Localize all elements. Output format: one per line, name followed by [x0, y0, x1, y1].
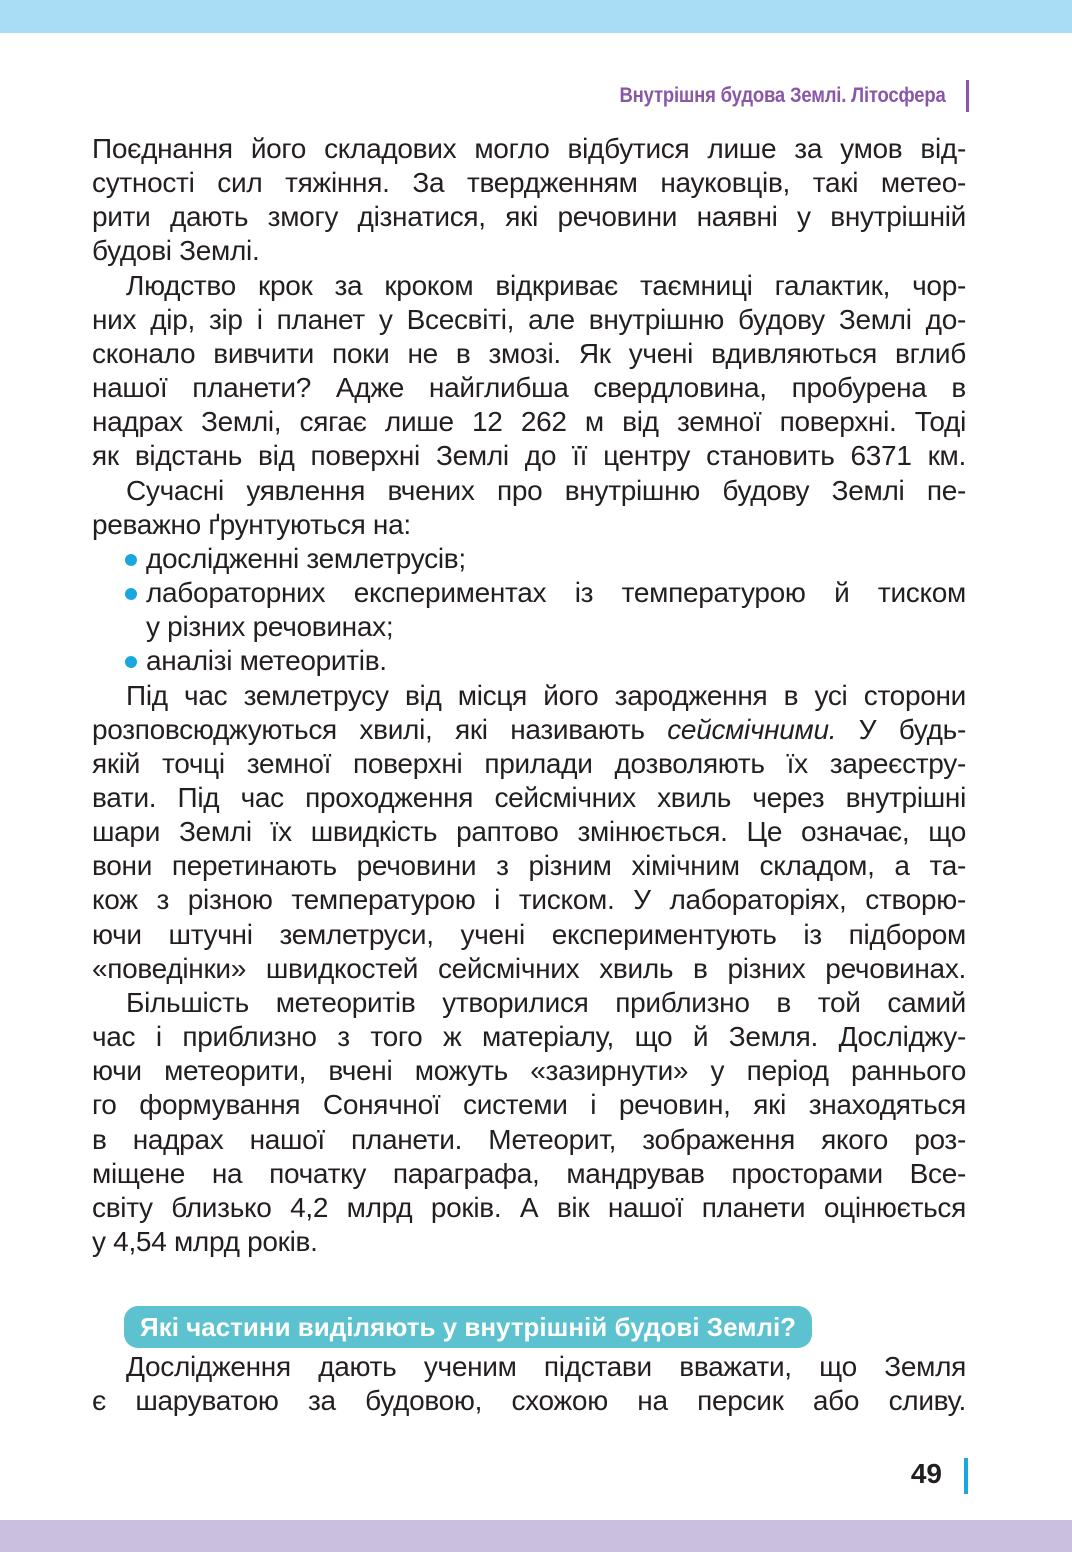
paragraph-2 — [92, 269, 966, 474]
text-line: у 4,54 млрд років. — [92, 1226, 318, 1257]
text-line: надрах Землі, сягає лише 12 262 м від земної поверхні. Тоді — [92, 406, 966, 438]
text-line: сутності сил тяжіння. За твердженням науковців, такі метео- — [92, 167, 966, 199]
text-line: шари Землі їх швидкість раптово змінюється. Це означає, що — [92, 816, 966, 848]
text-line: Сучасні уявлення вчених про внутрішню будову Землі пе- — [126, 474, 966, 506]
text-line: «поведінки» швидкостей сейсмічних хвиль в різних речовинах. — [92, 952, 966, 984]
text-line: будові Землі. — [92, 235, 260, 267]
text-line — [92, 713, 966, 747]
page-number-rule — [964, 1458, 968, 1494]
page-number: 49 — [910, 1458, 942, 1489]
list-item — [92, 542, 966, 576]
text-line: ючи штучні землетруси, учені експериментують із підбором — [92, 918, 966, 950]
text-line: в надрах нашої планети. Метеорит, зображення якого роз- — [92, 1123, 966, 1155]
list-item-text: аналізі метеоритів. — [146, 645, 387, 677]
list-item — [92, 644, 966, 678]
text-line: нашої планети? Адже найглибша свердловина, пробурена в — [92, 372, 966, 404]
paragraph-4 — [92, 679, 966, 986]
text-line: вони перетинають речовини з різним хімічним складом, а та- — [92, 850, 966, 882]
list-item-text: лабораторних експериментах із температурою й тиском — [146, 577, 966, 609]
list-item — [92, 576, 966, 644]
bullet-icon — [125, 554, 137, 566]
text-line: якій точці земної поверхні прилади дозволяють їх зареєстру- — [92, 747, 966, 779]
text-line: як відстань від поверхні Землі до її центру становить 6371 км. — [92, 440, 966, 472]
text-line: є шаруватою за будовою, схожою на персик або сливу. — [92, 1385, 966, 1417]
bottom-color-band — [0, 1520, 1072, 1552]
text-line: вати. Під час проходження сейсмічних хвиль через внутрішні — [92, 781, 966, 813]
text-line: Під час землетрусу від місця його зародження в усі сторони — [126, 679, 966, 711]
bullet-icon — [125, 588, 137, 600]
bullet-list — [92, 542, 966, 679]
text-line: реважно ґрунтуються на: — [92, 508, 411, 540]
paragraph-1 — [92, 132, 966, 269]
bullet-icon — [125, 656, 137, 668]
term-seismic: сейсмічними. — [667, 713, 837, 745]
list-item-text: дослідженні землетрусів; — [146, 542, 466, 574]
text-line: час і приблизно з того ж матеріалу, що й Земля. Досліджу- — [92, 1021, 966, 1053]
main-text — [92, 132, 966, 1259]
text-line: Дослідження дають ученим підстави вважати, що Земля — [126, 1351, 966, 1382]
text-line: го формування Сонячної системи і речовин, які знаходяться — [92, 1089, 966, 1121]
text-line: Більшість метеоритів утворилися приблизно в той самий — [126, 986, 966, 1018]
paragraph-6 — [92, 1350, 966, 1418]
top-color-band — [0, 0, 1072, 33]
text-line: сконало вивчити поки не в змозі. Як учені вдивляються вглиб — [92, 337, 966, 369]
text-line: світу близько 4,2 млрд років. А вік нашої планети оцінюється — [92, 1191, 966, 1223]
text-line: них дір, зір і планет у Всесвіті, але внутрішню будову Землі до- — [92, 303, 966, 335]
text-line: міщене на початку параграфа, мандрував просторами Все- — [92, 1157, 966, 1189]
header-rule — [966, 80, 969, 112]
text-segment: розповсюджуються хвилі, які називають — [92, 713, 668, 745]
text-line: ючи метеорити, вчені можуть «зазирнути» у період раннього — [92, 1055, 966, 1087]
text-line: кож з різною температурою і тиском. У лабораторіях, створю- — [92, 884, 966, 916]
running-header: Внутрішня будова Землі. Літосфера — [619, 84, 946, 107]
section-heading: Які частини виділяють у внутрішній будові Землі? — [124, 1306, 812, 1348]
text-segment: У будь- — [836, 713, 966, 745]
section-text — [92, 1350, 966, 1418]
list-item-text-continued: у різних речовинах; — [146, 611, 394, 643]
paragraph-5 — [92, 986, 966, 1259]
text-line: Поєднання його складових могло відбутися лише за умов від- — [92, 133, 966, 164]
text-line: рити дають змогу дізнатися, які речовини наявні у внутрішній — [92, 201, 966, 233]
text-line: Людство крок за кроком відкриває таємниці галактик, чор- — [126, 269, 966, 301]
paragraph-3 — [92, 474, 966, 542]
